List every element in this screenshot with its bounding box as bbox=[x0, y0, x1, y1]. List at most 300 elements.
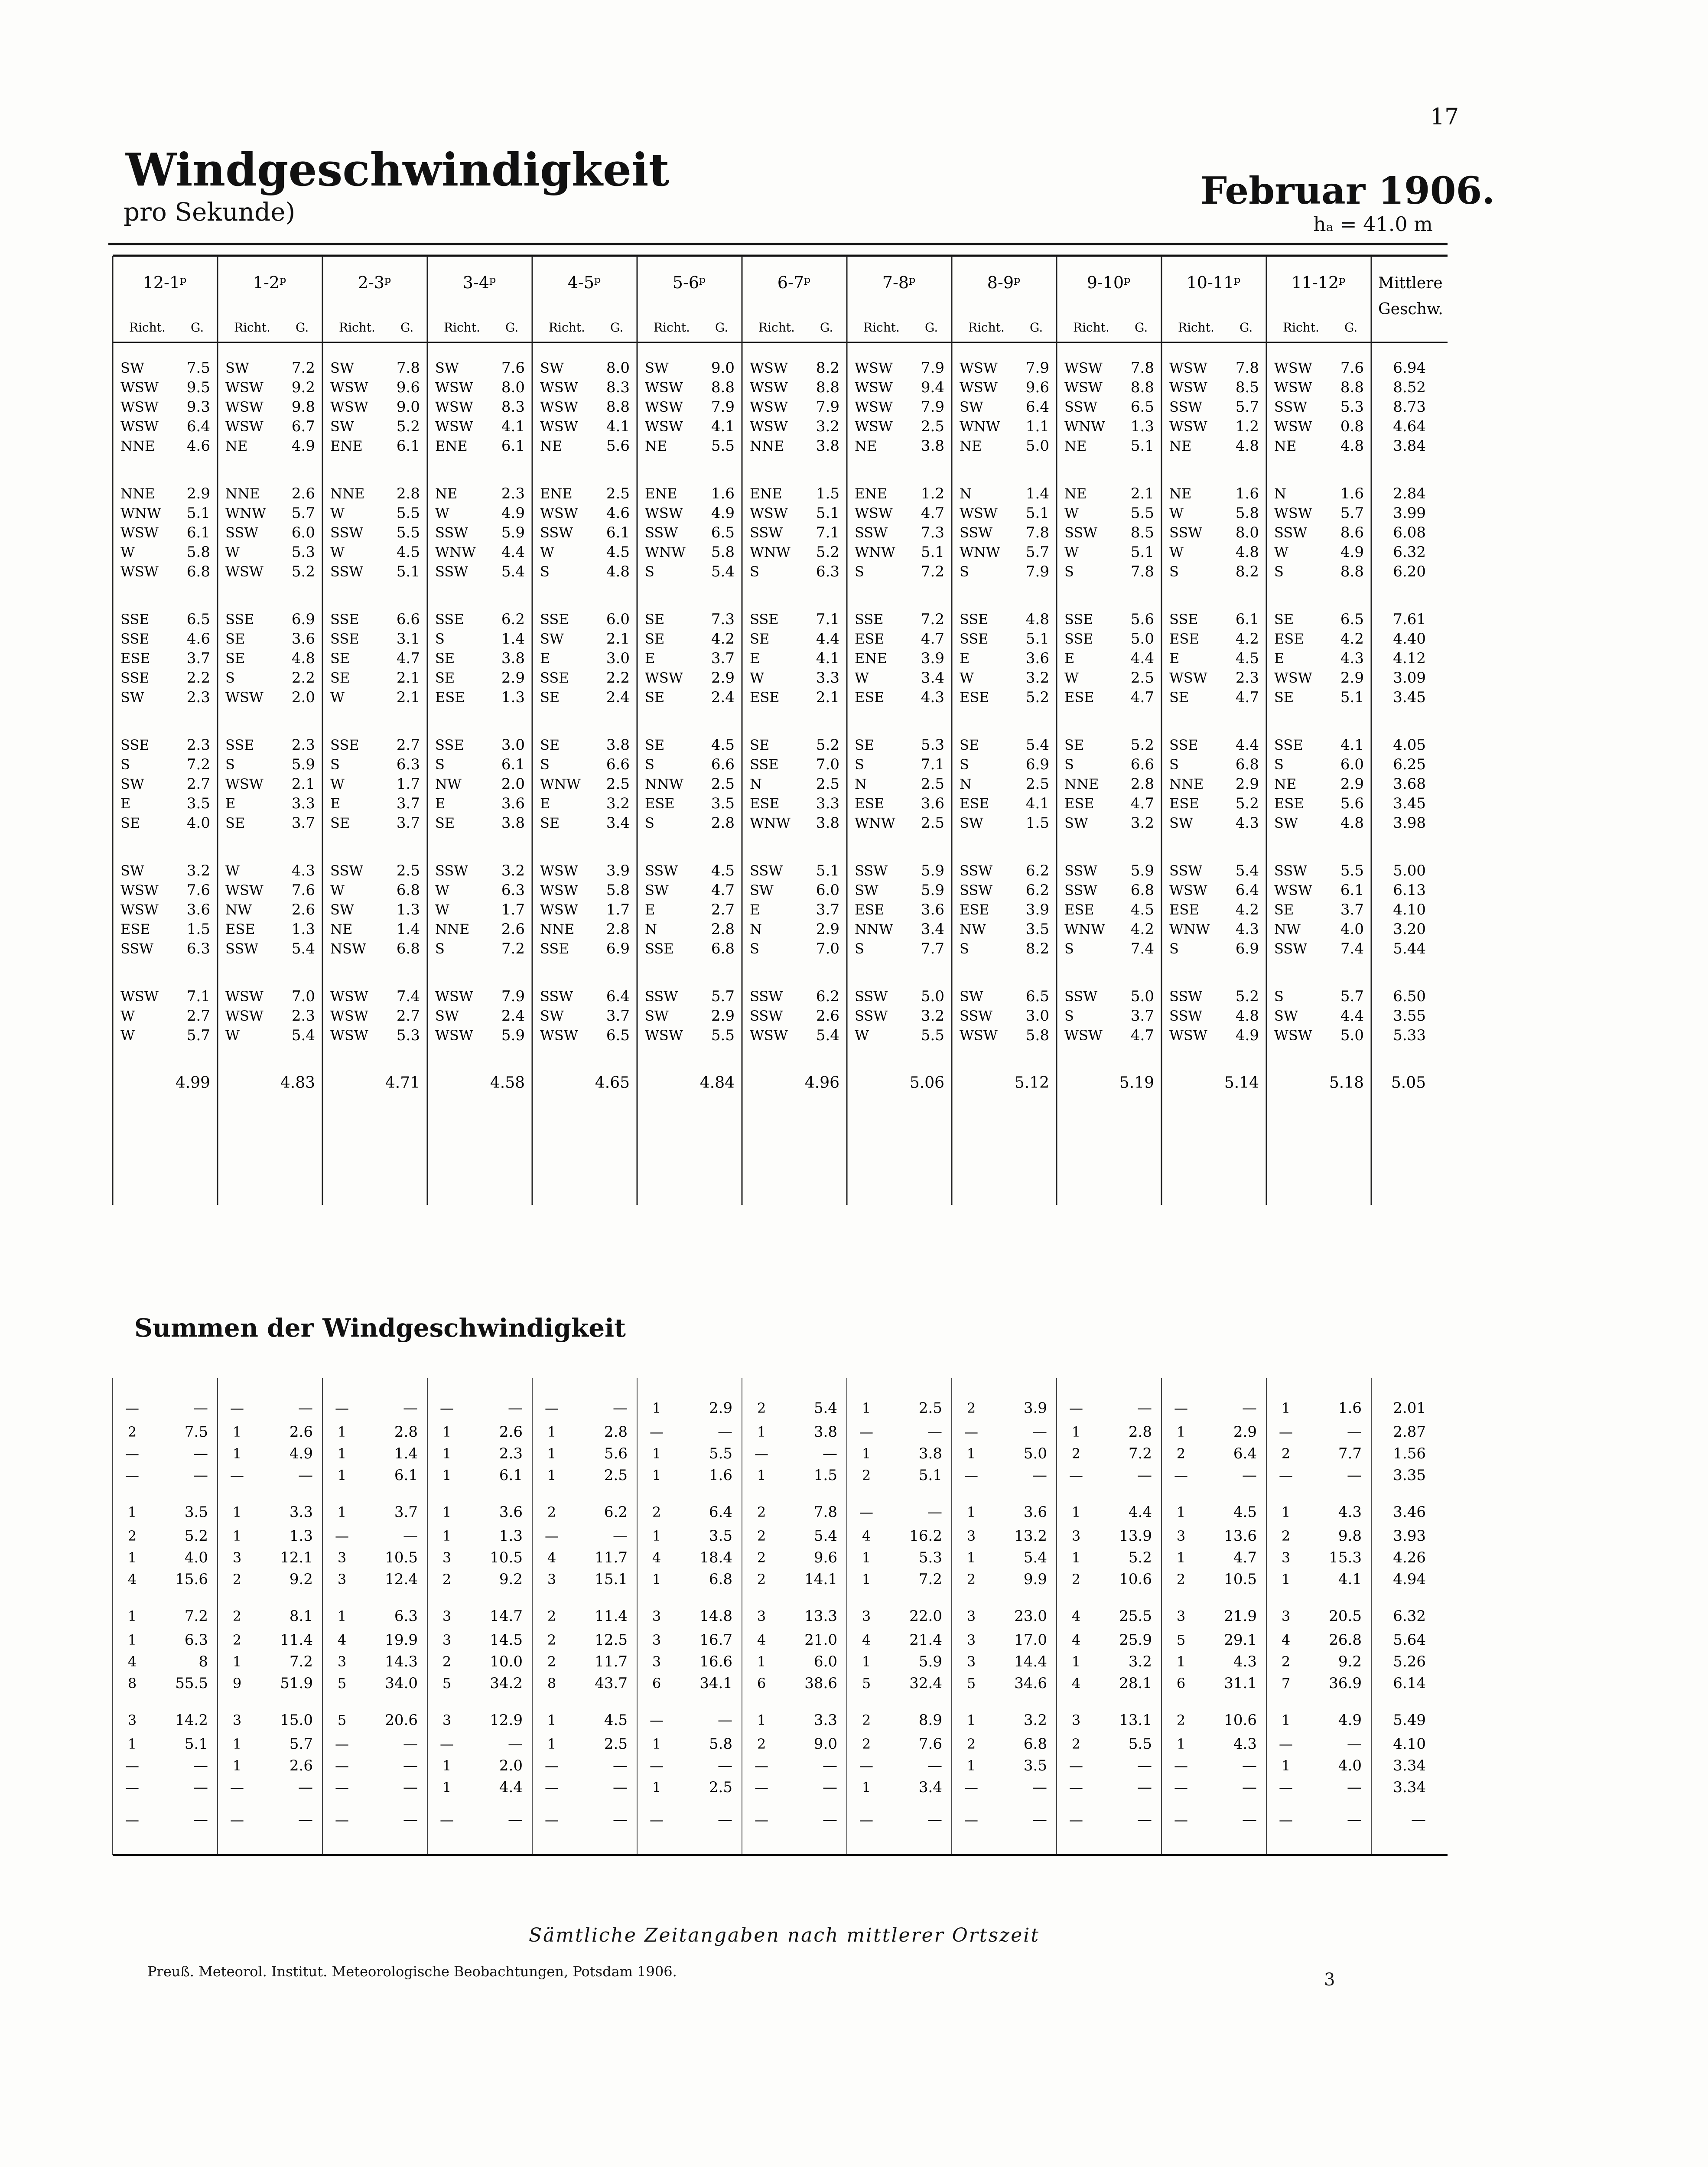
wind-direction: SSW bbox=[960, 1008, 993, 1024]
summary-count: 1 bbox=[547, 1467, 556, 1484]
wind-speed: 7.8 bbox=[1130, 563, 1154, 580]
summary-sum: 9.2 bbox=[499, 1571, 523, 1588]
wind-direction: ESE bbox=[435, 689, 465, 706]
summary-count: 1 bbox=[442, 1757, 452, 1774]
wind-direction: ESE bbox=[1274, 795, 1304, 812]
summary-count: 3 bbox=[1281, 1608, 1291, 1624]
wind-direction: SSE bbox=[120, 631, 150, 647]
wind-speed: 4.7 bbox=[1130, 1027, 1154, 1044]
wind-speed: 4.1 bbox=[711, 418, 735, 435]
mean-speed: 7.61 bbox=[1393, 611, 1426, 628]
wind-speed: 2.9 bbox=[1235, 775, 1259, 793]
hour-header: 4-5ᵖ bbox=[567, 273, 601, 292]
wind-direction: SSE bbox=[540, 940, 569, 957]
wind-direction: WSW bbox=[855, 505, 893, 521]
wind-speed: 4.3 bbox=[921, 689, 944, 706]
summary-sum: — bbox=[193, 1467, 208, 1484]
wind-direction: SW bbox=[645, 882, 669, 898]
summary-sum: — bbox=[927, 1423, 942, 1441]
wind-direction: SW bbox=[1274, 1008, 1298, 1024]
summary-sum: 2.5 bbox=[604, 1735, 628, 1753]
wind-speed: 3.4 bbox=[606, 814, 630, 832]
wind-speed: 6.7 bbox=[291, 418, 315, 435]
wind-speed: 8.8 bbox=[1340, 563, 1364, 580]
column-mean: 5.19 bbox=[1119, 1074, 1154, 1092]
wind-direction: SSW bbox=[750, 524, 783, 541]
wind-speed: 8.2 bbox=[1025, 940, 1049, 957]
summary-count: 1 bbox=[862, 1653, 871, 1670]
summary-count: 3 bbox=[1071, 1528, 1081, 1544]
wind-direction: NNE bbox=[1064, 776, 1099, 792]
summary-count: — bbox=[964, 1467, 978, 1484]
summary-sum: 3.3 bbox=[813, 1711, 837, 1729]
wind-direction: ENE bbox=[645, 485, 677, 502]
wind-direction: NW bbox=[225, 901, 252, 918]
mean-speed: 3.45 bbox=[1393, 795, 1426, 812]
wind-direction: SSW bbox=[960, 862, 993, 879]
wind-speed: 7.1 bbox=[186, 988, 210, 1005]
mean-speed: 4.10 bbox=[1393, 901, 1426, 918]
summary-sum: 5.2 bbox=[184, 1527, 208, 1545]
wind-direction: ENE bbox=[330, 438, 363, 454]
summary-sum: 34.0 bbox=[385, 1675, 418, 1692]
wind-direction: WSW bbox=[330, 399, 368, 415]
wind-direction: ESE bbox=[855, 631, 885, 647]
summary-count: 1 bbox=[547, 1445, 556, 1462]
summary-sum: 4.4 bbox=[1128, 1503, 1152, 1521]
summary-mean: 3.34 bbox=[1393, 1779, 1426, 1796]
wind-direction: W bbox=[1274, 544, 1288, 560]
summary-sum: 4.9 bbox=[1338, 1711, 1362, 1729]
summary-sum: 15.6 bbox=[175, 1571, 208, 1588]
summary-sum: — bbox=[403, 1811, 418, 1829]
direction-header: Richt. bbox=[968, 320, 1005, 335]
wind-direction: WSW bbox=[750, 360, 788, 376]
wind-speed: 9.0 bbox=[396, 398, 420, 416]
wind-speed: 8.2 bbox=[816, 359, 839, 377]
summary-sum: — bbox=[613, 1527, 628, 1545]
summary-sum: — bbox=[403, 1527, 418, 1545]
summary-sum: 4.9 bbox=[289, 1445, 313, 1462]
wind-speed: 6.1 bbox=[501, 437, 525, 455]
summary-count: 1 bbox=[127, 1504, 137, 1520]
wind-direction: SW bbox=[1274, 815, 1298, 831]
wind-speed: 4.7 bbox=[921, 504, 944, 522]
wind-speed: 5.7 bbox=[1235, 398, 1259, 416]
wind-direction: S bbox=[750, 940, 759, 957]
summary-count: 5 bbox=[337, 1712, 347, 1728]
wind-speed: 2.7 bbox=[396, 1007, 420, 1025]
wind-direction: SSE bbox=[1274, 737, 1303, 753]
summary-count: 2 bbox=[547, 1504, 556, 1520]
wind-speed: 3.9 bbox=[606, 862, 630, 879]
summary-count: — bbox=[964, 1424, 978, 1440]
summary-count: — bbox=[545, 1528, 559, 1544]
summary-count: — bbox=[964, 1812, 978, 1828]
wind-direction: WSW bbox=[540, 505, 578, 521]
wind-direction: SE bbox=[645, 689, 665, 706]
wind-direction: N bbox=[750, 776, 762, 792]
wind-direction: SSE bbox=[1064, 611, 1093, 628]
wind-speed: 4.2 bbox=[711, 630, 735, 647]
wind-speed: 6.4 bbox=[186, 418, 210, 435]
wind-speed: 5.4 bbox=[291, 940, 315, 957]
summary-count: 3 bbox=[232, 1549, 242, 1566]
summary-count: — bbox=[1174, 1400, 1188, 1416]
wind-speed: 8.5 bbox=[1130, 524, 1154, 541]
summary-count: — bbox=[650, 1757, 664, 1774]
wind-direction: SW bbox=[540, 1008, 564, 1024]
summary-sum: 3.5 bbox=[1023, 1757, 1047, 1774]
summary-sum: — bbox=[1032, 1467, 1047, 1484]
summary-sum: 2.5 bbox=[918, 1399, 942, 1417]
wind-direction: WSW bbox=[330, 1008, 368, 1024]
wind-speed: 4.2 bbox=[1340, 630, 1364, 647]
summary-count: 2 bbox=[1176, 1445, 1186, 1462]
wind-speed: 7.4 bbox=[396, 988, 420, 1005]
wind-direction: SSE bbox=[1169, 737, 1198, 753]
wind-speed: 5.4 bbox=[501, 563, 525, 580]
wind-direction: WSW bbox=[750, 379, 788, 396]
wind-direction: N bbox=[1274, 485, 1286, 502]
wind-speed: 6.8 bbox=[1130, 882, 1154, 899]
wind-speed: 4.2 bbox=[1235, 630, 1259, 647]
summary-count: — bbox=[1174, 1812, 1188, 1828]
wind-direction: WSW bbox=[225, 1008, 264, 1024]
wind-speed: 2.8 bbox=[606, 921, 630, 938]
summary-count: 3 bbox=[966, 1653, 976, 1670]
wind-speed: 7.0 bbox=[816, 756, 839, 773]
summary-count: 2 bbox=[757, 1504, 766, 1520]
direction-header: Richt. bbox=[1178, 320, 1214, 335]
summary-count: 1 bbox=[757, 1424, 766, 1440]
summary-sum: 5.2 bbox=[1128, 1549, 1152, 1566]
hour-header: 2-3ᵖ bbox=[358, 273, 391, 292]
wind-speed: 4.8 bbox=[1235, 1007, 1259, 1025]
wind-speed: 3.8 bbox=[501, 814, 525, 832]
wind-speed: 6.6 bbox=[1130, 756, 1154, 773]
wind-direction: WNW bbox=[960, 418, 1000, 435]
summary-sum: 21.0 bbox=[804, 1631, 837, 1649]
summary-count: 2 bbox=[547, 1632, 556, 1648]
summary-count: 3 bbox=[337, 1549, 347, 1566]
wind-direction: WSW bbox=[855, 379, 893, 396]
wind-speed: 4.6 bbox=[186, 630, 210, 647]
wind-speed: 4.5 bbox=[606, 543, 630, 561]
wind-direction: SW bbox=[645, 360, 669, 376]
summary-sum: — bbox=[1137, 1757, 1152, 1774]
summary-sum: — bbox=[718, 1757, 732, 1774]
summary-sum: — bbox=[1137, 1779, 1152, 1796]
wind-direction: NSW bbox=[330, 940, 366, 957]
wind-direction: WNW bbox=[750, 815, 791, 831]
summary-sum: 12.4 bbox=[385, 1571, 418, 1588]
wind-speed: 6.4 bbox=[606, 988, 630, 1005]
summary-count: 3 bbox=[757, 1608, 766, 1624]
summary-mean: 2.01 bbox=[1393, 1399, 1426, 1417]
summary-sum: 4.0 bbox=[184, 1549, 208, 1566]
wind-speed: 3.2 bbox=[921, 1007, 944, 1025]
summary-count: 1 bbox=[442, 1528, 452, 1544]
wind-direction: SSW bbox=[435, 563, 468, 580]
summary-count: 1 bbox=[966, 1445, 976, 1462]
wind-speed: 3.5 bbox=[711, 795, 735, 812]
summary-title: Summen der Windgeschwindigkeit bbox=[134, 1313, 626, 1343]
summary-count: — bbox=[335, 1400, 349, 1416]
summary-sum: — bbox=[1347, 1811, 1362, 1829]
wind-speed: 8.8 bbox=[1130, 379, 1154, 396]
wind-speed: 4.5 bbox=[1235, 650, 1259, 667]
wind-direction: SE bbox=[225, 631, 245, 647]
summary-sum: — bbox=[613, 1399, 628, 1417]
wind-speed: 2.1 bbox=[396, 669, 420, 687]
wind-direction: SSW bbox=[225, 940, 259, 957]
summary-sum: 32.4 bbox=[909, 1675, 942, 1692]
summary-mean: 1.56 bbox=[1393, 1445, 1426, 1462]
wind-direction: SSW bbox=[750, 988, 783, 1005]
summary-count: 1 bbox=[862, 1779, 871, 1796]
wind-direction: E bbox=[330, 795, 341, 812]
summary-sum: — bbox=[1032, 1423, 1047, 1441]
summary-count: 1 bbox=[1176, 1504, 1186, 1520]
wind-speed: 6.9 bbox=[1235, 940, 1259, 957]
wind-speed: 6.2 bbox=[816, 988, 839, 1005]
hour-header: 10-11ᵖ bbox=[1186, 273, 1241, 292]
summary-count: — bbox=[440, 1812, 454, 1828]
summary-sum: 2.8 bbox=[394, 1423, 418, 1441]
summary-count: 2 bbox=[547, 1653, 556, 1670]
wind-speed: 4.8 bbox=[291, 650, 315, 667]
wind-direction: SSW bbox=[540, 524, 573, 541]
summary-count: 1 bbox=[1281, 1712, 1291, 1728]
wind-direction: SW bbox=[120, 360, 144, 376]
summary-sum: 23.0 bbox=[1014, 1607, 1047, 1625]
wind-direction: WSW bbox=[1274, 670, 1312, 686]
summary-count: 1 bbox=[1281, 1504, 1291, 1520]
summary-sum: — bbox=[613, 1811, 628, 1829]
wind-speed: 8.0 bbox=[501, 379, 525, 396]
speed-header: G. bbox=[1344, 320, 1358, 335]
summary-count: — bbox=[335, 1812, 349, 1828]
wind-speed: 5.8 bbox=[711, 543, 735, 561]
wind-direction: WSW bbox=[435, 399, 473, 415]
summary-count: 4 bbox=[862, 1528, 871, 1544]
wind-direction: S bbox=[435, 756, 445, 773]
wind-speed: 2.1 bbox=[291, 775, 315, 793]
wind-direction: WSW bbox=[330, 988, 368, 1005]
wind-direction: SE bbox=[1274, 689, 1294, 706]
wind-speed: 9.3 bbox=[186, 398, 210, 416]
wind-direction: SW bbox=[435, 360, 459, 376]
wind-direction: WSW bbox=[120, 901, 159, 918]
summary-sum: — bbox=[403, 1779, 418, 1796]
wind-speed: 5.1 bbox=[921, 543, 944, 561]
wind-speed: 3.7 bbox=[186, 650, 210, 667]
wind-speed: 2.1 bbox=[816, 689, 839, 706]
wind-direction: ESE bbox=[960, 901, 989, 918]
wind-direction: NE bbox=[645, 438, 667, 454]
summary-sum: 2.0 bbox=[499, 1757, 523, 1774]
wind-direction: SSW bbox=[1064, 882, 1098, 898]
summary-sum: 43.7 bbox=[595, 1675, 628, 1692]
wind-speed: 2.5 bbox=[606, 775, 630, 793]
wind-speed: 3.6 bbox=[921, 795, 944, 812]
summary-count: 1 bbox=[652, 1400, 661, 1416]
summary-count: — bbox=[545, 1812, 559, 1828]
wind-direction: SW bbox=[330, 901, 354, 918]
wind-speed: 2.8 bbox=[1130, 775, 1154, 793]
wind-speed: 7.4 bbox=[1340, 940, 1364, 957]
wind-speed: 3.8 bbox=[816, 437, 839, 455]
wind-speed: 2.9 bbox=[711, 1007, 735, 1025]
summary-count: — bbox=[230, 1812, 244, 1828]
wind-direction: NW bbox=[960, 921, 986, 937]
summary-count: 1 bbox=[652, 1467, 661, 1484]
wind-direction: SW bbox=[435, 1008, 459, 1024]
summary-count: — bbox=[755, 1445, 768, 1462]
mean-speed: 5.00 bbox=[1393, 862, 1426, 879]
wind-speed: 5.6 bbox=[1340, 795, 1364, 812]
wind-direction: SSW bbox=[960, 882, 993, 898]
summary-sum: 7.6 bbox=[918, 1735, 942, 1753]
summary-sum: 5.7 bbox=[289, 1735, 313, 1753]
wind-direction: WSW bbox=[1169, 1027, 1207, 1044]
summary-count: 3 bbox=[337, 1571, 347, 1588]
summary-count: 4 bbox=[1281, 1632, 1291, 1648]
wind-direction: SE bbox=[645, 611, 665, 628]
summary-count: 3 bbox=[1176, 1608, 1186, 1624]
wind-direction: E bbox=[750, 901, 760, 918]
wind-speed: 5.1 bbox=[816, 862, 839, 879]
summary-sum: — bbox=[823, 1779, 837, 1796]
wind-speed: 3.4 bbox=[921, 921, 944, 938]
wind-speed: 5.7 bbox=[711, 988, 735, 1005]
wind-direction: SSW bbox=[1274, 399, 1308, 415]
wind-speed: 4.7 bbox=[1130, 795, 1154, 812]
wind-speed: 4.7 bbox=[711, 882, 735, 899]
wind-direction: ESE bbox=[120, 921, 150, 937]
speed-header: G. bbox=[925, 320, 938, 335]
summary-sum: 26.8 bbox=[1329, 1631, 1362, 1649]
summary-count: 4 bbox=[1071, 1608, 1081, 1624]
summary-count: 4 bbox=[337, 1632, 347, 1648]
wind-direction: SE bbox=[330, 670, 350, 686]
wind-direction: WNW bbox=[1064, 418, 1105, 435]
wind-speed: 2.0 bbox=[291, 689, 315, 706]
summary-sum: 3.7 bbox=[394, 1503, 418, 1521]
summary-sum: 7.7 bbox=[1338, 1445, 1362, 1462]
wind-speed: 6.1 bbox=[501, 756, 525, 773]
wind-direction: WSW bbox=[645, 1027, 683, 1044]
summary-count: 3 bbox=[862, 1608, 871, 1624]
wind-speed: 7.4 bbox=[1130, 940, 1154, 957]
wind-direction: E bbox=[750, 650, 760, 667]
wind-speed: 7.2 bbox=[291, 359, 315, 377]
summary-count: 1 bbox=[232, 1736, 242, 1752]
wind-speed: 4.7 bbox=[1130, 689, 1154, 706]
wind-speed: 4.8 bbox=[1235, 437, 1259, 455]
summary-count: 2 bbox=[127, 1528, 137, 1544]
column-mean: 5.12 bbox=[1014, 1074, 1049, 1092]
summary-count: 2 bbox=[1071, 1571, 1081, 1588]
wind-speed: 5.0 bbox=[1130, 630, 1154, 647]
direction-header: Richt. bbox=[234, 320, 270, 335]
wind-speed: 8.0 bbox=[1235, 524, 1259, 541]
wind-direction: SE bbox=[645, 631, 665, 647]
wind-speed: 5.1 bbox=[1025, 504, 1049, 522]
wind-direction: WNW bbox=[120, 505, 161, 521]
wind-speed: 5.9 bbox=[291, 756, 315, 773]
mean-speed: 8.73 bbox=[1393, 398, 1426, 416]
mean-speed: 2.84 bbox=[1393, 485, 1426, 502]
wind-speed: 5.0 bbox=[1130, 988, 1154, 1005]
summary-sum: 11.4 bbox=[280, 1631, 313, 1649]
wind-direction: WSW bbox=[120, 882, 159, 898]
wind-speed: 2.4 bbox=[606, 689, 630, 706]
wind-direction: W bbox=[435, 901, 449, 918]
wind-direction: NNW bbox=[645, 776, 683, 792]
wind-speed: 3.7 bbox=[396, 814, 420, 832]
wind-direction: W bbox=[120, 544, 135, 560]
wind-direction: ESE bbox=[855, 795, 885, 812]
summary-sum: 1.5 bbox=[813, 1467, 837, 1484]
wind-speed: 5.5 bbox=[921, 1027, 944, 1044]
summary-sum: 22.0 bbox=[909, 1607, 942, 1625]
summary-sum: 10.6 bbox=[1119, 1571, 1152, 1588]
summary-count: 4 bbox=[127, 1571, 137, 1588]
wind-speed: 3.2 bbox=[606, 795, 630, 812]
summary-mean: 3.46 bbox=[1393, 1503, 1426, 1521]
wind-direction: WSW bbox=[225, 418, 264, 435]
summary-sum: 5.8 bbox=[709, 1735, 732, 1753]
wind-speed: 3.6 bbox=[921, 901, 944, 918]
wind-speed: 1.6 bbox=[711, 485, 735, 502]
wind-speed: 2.3 bbox=[1235, 669, 1259, 687]
wind-speed: 5.9 bbox=[921, 862, 944, 879]
summary-count: 5 bbox=[442, 1675, 452, 1692]
wind-direction: NE bbox=[1274, 438, 1297, 454]
summary-count: — bbox=[859, 1504, 873, 1520]
summary-sum: 28.1 bbox=[1119, 1675, 1152, 1692]
wind-direction: SSW bbox=[855, 524, 888, 541]
summary-count: 3 bbox=[966, 1608, 976, 1624]
summary-mean: 5.26 bbox=[1393, 1653, 1426, 1670]
wind-direction: W bbox=[1169, 505, 1184, 521]
summary-count: 5 bbox=[862, 1675, 871, 1692]
summary-sum: 13.2 bbox=[1014, 1527, 1047, 1545]
wind-direction: SSE bbox=[540, 670, 569, 686]
wind-speed: 7.8 bbox=[1130, 359, 1154, 377]
wind-speed: 6.1 bbox=[1340, 882, 1364, 899]
wind-speed: 3.7 bbox=[606, 1007, 630, 1025]
wind-direction: SE bbox=[540, 737, 560, 753]
wind-direction: WNW bbox=[855, 815, 895, 831]
wind-speed: 5.7 bbox=[291, 504, 315, 522]
wind-speed: 5.8 bbox=[1025, 1027, 1049, 1044]
summary-sum: 5.1 bbox=[918, 1467, 942, 1484]
summary-count: 2 bbox=[652, 1504, 661, 1520]
wind-speed: 3.7 bbox=[396, 795, 420, 812]
wind-speed: 5.1 bbox=[1130, 543, 1154, 561]
page-title: Windgeschwindigkeit bbox=[126, 143, 670, 196]
summary-sum: — bbox=[298, 1779, 313, 1796]
wind-speed: 5.1 bbox=[1340, 689, 1364, 706]
summary-sum: — bbox=[403, 1399, 418, 1417]
summary-sum: 5.1 bbox=[184, 1735, 208, 1753]
wind-speed: 0.8 bbox=[1340, 418, 1364, 435]
wind-direction: NNE bbox=[120, 438, 155, 454]
summary-mean: 5.49 bbox=[1393, 1711, 1426, 1729]
